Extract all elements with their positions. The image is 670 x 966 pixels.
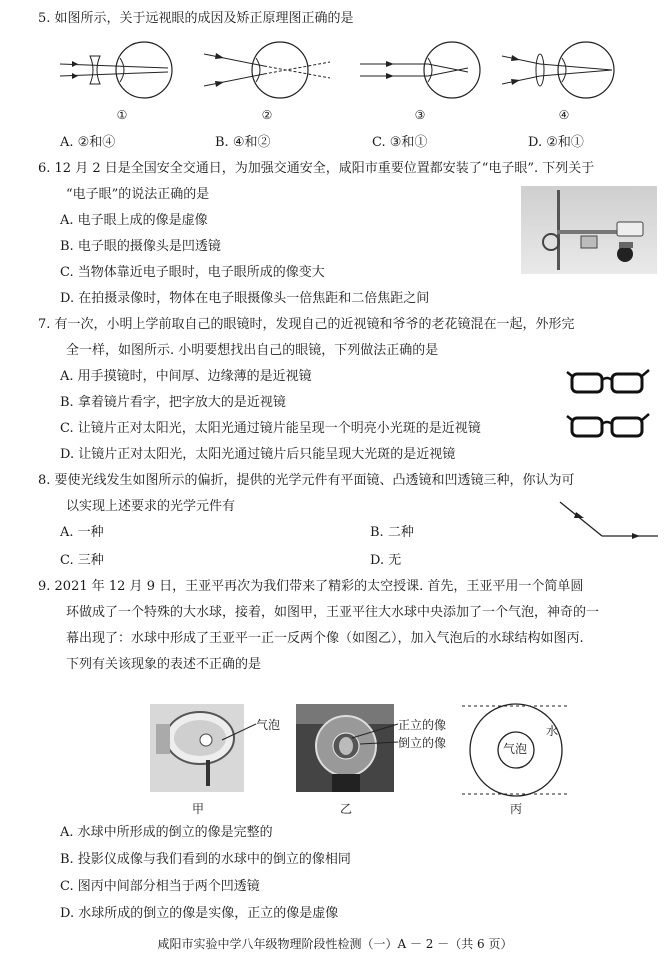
- q5-figure-label-4: ④: [558, 108, 570, 122]
- page-footer: 咸阳市实验中学八年级物理阶段性检测（一）A － 2 －（共 6 页）: [157, 937, 513, 951]
- fig-bing-label-bubble: 气泡: [503, 742, 528, 756]
- q5-option-d[interactable]: D. ②和①: [528, 135, 584, 150]
- q6-option-b[interactable]: B. 电子眼的摄像头是凹透镜: [60, 239, 221, 254]
- q5-option-a[interactable]: A. ②和④: [60, 135, 116, 150]
- fig-caption-bing: 丙: [509, 802, 522, 816]
- q9-option-d[interactable]: D. 水球所成的倒立的像是实像，正立的像是虚像: [60, 906, 339, 921]
- fig-bing-label-water: 水: [546, 724, 559, 738]
- fig-yi-label-upright: 正立的像: [398, 718, 447, 732]
- q6-option-c[interactable]: C. 当物体靠近电子眼时，电子眼所成的像变大: [60, 265, 325, 280]
- q5-figure-label-1: ①: [116, 108, 128, 122]
- q8-option-d[interactable]: D. 无: [370, 553, 402, 568]
- q5-figure-3: [356, 38, 486, 102]
- q5-option-c[interactable]: C. ③和①: [372, 135, 428, 150]
- glasses-icon: [566, 366, 650, 398]
- q6-stem-line1: 6. 12 月 2 日是全国安全交通日，为加强交通安全，咸阳市重要位置都安装了“电子眼”. 下列关于: [38, 161, 595, 176]
- q5-figure-label-3: ③: [414, 108, 426, 122]
- q9-option-a[interactable]: A. 水球中所形成的倒立的像是完整的: [60, 825, 273, 840]
- q7-option-d[interactable]: D. 让镜片正对太阳光，太阳光通过镜片后只能呈现大光斑的是近视镜: [60, 447, 456, 462]
- q8-option-a[interactable]: A. 一种: [60, 525, 104, 540]
- q6-option-a[interactable]: A. 电子眼上成的像是虚像: [60, 213, 208, 228]
- q8-option-c[interactable]: C. 三种: [60, 553, 104, 568]
- light-ray-diagram: [556, 498, 660, 542]
- q8-stem-line1: 8. 要使光线发生如图所示的偏折，提供的光学元件有平面镜、凸透镜和凹透镜三种，你认为可: [38, 473, 575, 488]
- q6-stem-line2: “电子眼”的说法正确的是: [66, 187, 210, 202]
- q9-stem-line1: 9. 2021 年 12 月 9 日，王亚平再次为我们带来了精彩的太空授课. 首先，王亚平用一个简单圆: [38, 579, 584, 594]
- q5-figure-2: [202, 38, 332, 102]
- glasses-icon: [566, 410, 650, 442]
- fig-caption-jia: 甲: [191, 802, 204, 816]
- q7-option-b[interactable]: B. 拿着镜片看字，把字放大的是近视镜: [60, 395, 286, 410]
- fig-jia-label-bubble: 气泡: [256, 718, 281, 732]
- q6-option-d[interactable]: D. 在拍摄录像时，物体在电子眼摄像头一倍焦距和二倍焦距之间: [60, 291, 430, 306]
- q7-option-c[interactable]: C. 让镜片正对太阳光，太阳光通过镜片能呈现一个明亮小光斑的是近视镜: [60, 421, 481, 436]
- q5-figure-label-2: ②: [261, 108, 273, 122]
- fig-yi-leader-lines: [350, 722, 398, 746]
- q8-stem-line2: 以实现上述要求的光学元件有: [66, 499, 236, 514]
- fig-caption-yi: 乙: [339, 802, 352, 816]
- water-ball-photo-jia: [150, 704, 244, 792]
- q5-option-b[interactable]: B. ④和②: [215, 135, 271, 150]
- q8-option-b[interactable]: B. 二种: [370, 525, 414, 540]
- q7-option-a[interactable]: A. 用手摸镜时，中间厚、边缘薄的是近视镜: [60, 369, 312, 384]
- q7-stem-line1: 7. 有一次，小明上学前取自己的眼镜时，发现自己的近视镜和爷爷的老花镜混在一起，外形完: [38, 317, 575, 332]
- electronic-eye-photo: [521, 186, 657, 274]
- q5-figure-1: [58, 38, 178, 102]
- q9-stem-line3: 幕出现了：水球中形成了王亚平一正一反两个像（如图乙），加入气泡后的水球结构如图丙.: [66, 631, 584, 646]
- q9-stem-line2: 环做成了一个特殊的大水球，接着，如图甲，王亚平往大水球中央添加了一个气泡，神奇的一: [66, 605, 600, 620]
- q5-figure-4: [500, 38, 630, 102]
- water-ball-photo-yi: [296, 704, 394, 792]
- fig-jia-leader-line: [220, 722, 256, 742]
- q5-stem: 5. 如图所示，关于远视眼的成因及矫正原理图正确的是: [38, 11, 354, 26]
- q9-stem-line4: 下列有关该现象的表述不正确的是: [66, 657, 262, 672]
- q9-option-c[interactable]: C. 图丙中间部分相当于两个凹透镜: [60, 879, 260, 894]
- q7-stem-line2: 全一样，如图所示. 小明要想找出自己的眼镜，下列做法正确的是: [66, 343, 439, 358]
- fig-yi-label-inverted: 倒立的像: [398, 736, 447, 750]
- q9-option-b[interactable]: B. 投影仪成像与我们看到的水球中的倒立的像相同: [60, 852, 351, 867]
